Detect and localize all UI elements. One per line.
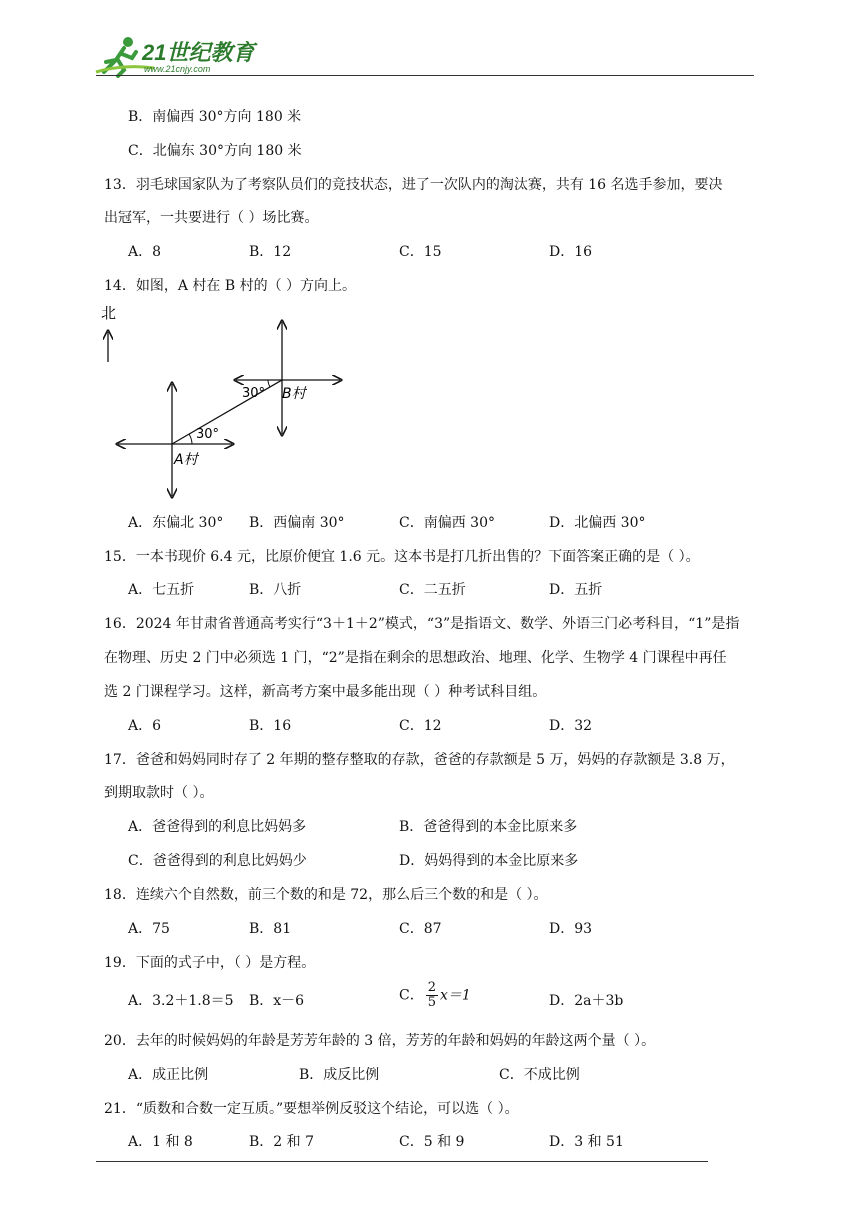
q19-option-c <box>399 981 471 1010</box>
header-rule <box>96 75 754 76</box>
north-label: 北 <box>101 304 117 322</box>
q15-stem: 15．一本书现价 6.4 元，比原价便宜 1.6 元。这本书是打几折出售的？下面答案正确的是（ ）。 <box>104 549 700 565</box>
q17-option-a: A．爸爸得到的利息比妈妈多 <box>128 819 307 835</box>
q13-option-c: C．15 <box>399 244 442 260</box>
q16-option-c: C．12 <box>399 718 442 734</box>
q15-option-b: B．八折 <box>249 582 302 598</box>
q19-stem: 19．下面的式子中，（ ）是方程。 <box>104 955 316 971</box>
q13-option-d: D．16 <box>549 244 593 260</box>
q20-option-b: B．成反比例 <box>299 1067 380 1083</box>
q18-option-c: C．87 <box>399 921 442 937</box>
q21-option-b: B．2 和 7 <box>249 1134 315 1150</box>
q16-stem-line3: 选 2 门课程学习。这样，新高考方案中最多能出现（ ）种考试科目组。 <box>104 684 547 700</box>
a-angle-label: 30° <box>196 427 220 442</box>
q21-option-d: D．3 和 51 <box>549 1134 624 1150</box>
q14-stem: 14．如图，A 村在 B 村的（ ）方向上。 <box>104 278 357 294</box>
q15-option-c: C．二五折 <box>399 582 466 598</box>
prev-option-c: C．北偏东 30°方向 180 米 <box>128 143 302 159</box>
q13-stem-line1: 13．羽毛球国家队为了考察队员们的竞技状态，进了一次队内的淘汰赛，共有 16 名选手参加，要决 <box>104 177 723 193</box>
equation-rest: x＝1 <box>440 987 471 1004</box>
q16-option-b: B．16 <box>249 718 292 734</box>
q16-stem-line2: 在物理、历史 2 门中必须选 1 门，“2”是指在剩余的思想政治、地理、化学、生物学 4 门课程中再任 <box>104 650 727 666</box>
q17-option-c: C．爸爸得到的利息比妈妈少 <box>128 853 307 869</box>
q18-option-a: A．75 <box>128 921 170 937</box>
q14-option-d: D．北偏西 30° <box>549 515 646 531</box>
q13-stem-line2: 出冠军，一共要进行（ ）场比赛。 <box>104 210 319 226</box>
logo-url: www.21cnjy.com <box>144 64 211 74</box>
a-village-label: A村 <box>174 452 198 468</box>
q21-option-a: A．1 和 8 <box>128 1134 193 1150</box>
q14-option-c: C．南偏西 30° <box>399 515 495 531</box>
b-angle-arc <box>268 380 270 387</box>
q19-option-a: A．3.2＋1.8＝5 <box>128 993 234 1009</box>
q20-option-a: A．成正比例 <box>128 1067 209 1083</box>
q18-stem: 18．连续六个自然数，前三个数的和是 72，那么后三个数的和是（ ）。 <box>104 887 548 903</box>
q21-option-c: C．5 和 9 <box>399 1134 465 1150</box>
q14-option-b: B．西偏南 30° <box>249 515 345 531</box>
q16-option-a: A．6 <box>128 718 162 734</box>
site-logo <box>94 34 264 78</box>
q13-option-b: B．12 <box>249 244 292 260</box>
a-angle-arc <box>189 434 192 444</box>
q17-option-d: D．妈妈得到的本金比原来多 <box>399 853 579 869</box>
q18-option-b: B．81 <box>249 921 292 937</box>
q17-option-b: B．爸爸得到的本金比原来多 <box>399 819 578 835</box>
q14-option-a: A．东偏北 30° <box>128 515 224 531</box>
prev-option-b: B．南偏西 30°方向 180 米 <box>128 109 302 125</box>
q13-option-a: A．8 <box>128 244 162 260</box>
q21-stem: 21．“质数和合数一定互质。”要想举例反驳这个结论，可以选（ ）。 <box>104 1101 519 1117</box>
fraction-numerator: 2 <box>427 980 436 995</box>
q19-option-d: D．2a＋3b <box>549 993 624 1009</box>
q18-option-d: D．93 <box>549 921 593 937</box>
footer-rule <box>96 1161 708 1162</box>
q19-option-b: B．x－6 <box>249 993 305 1009</box>
q17-stem-line1: 17．爸爸和妈妈同时存了 2 年期的整存整取的存款，爸爸的存款额是 5 万，妈妈的存款额是 3.8 万， <box>104 752 735 768</box>
fraction <box>426 981 438 1010</box>
q16-option-d: D．32 <box>549 718 593 734</box>
q20-option-c: C．不成比例 <box>499 1067 580 1083</box>
q17-stem-line2: 到期取款时（ ）。 <box>104 785 214 801</box>
direction-diagram <box>96 302 356 507</box>
q20-stem: 20．去年的时候妈妈的年龄是芳芳年龄的 3 倍，芳芳的年龄和妈妈的年龄这两个量（ ）。 <box>104 1033 656 1049</box>
a-b-line <box>172 380 282 444</box>
q16-stem-line1: 16．2024 年甘肃省普通高考实行“3＋1＋2”模式，“3”是指语文、数学、外语三门必考科目，“1”是指 <box>104 616 740 632</box>
q15-option-a: A．七五折 <box>128 582 195 598</box>
b-village-label: B村 <box>282 386 306 402</box>
b-angle-label: 30° <box>242 386 266 401</box>
q15-option-d: D．五折 <box>549 582 603 598</box>
q19-option-c-label: C． <box>399 987 424 1004</box>
fraction-denominator: 5 <box>427 995 436 1010</box>
logo-text: 21世纪教育 <box>142 40 255 65</box>
